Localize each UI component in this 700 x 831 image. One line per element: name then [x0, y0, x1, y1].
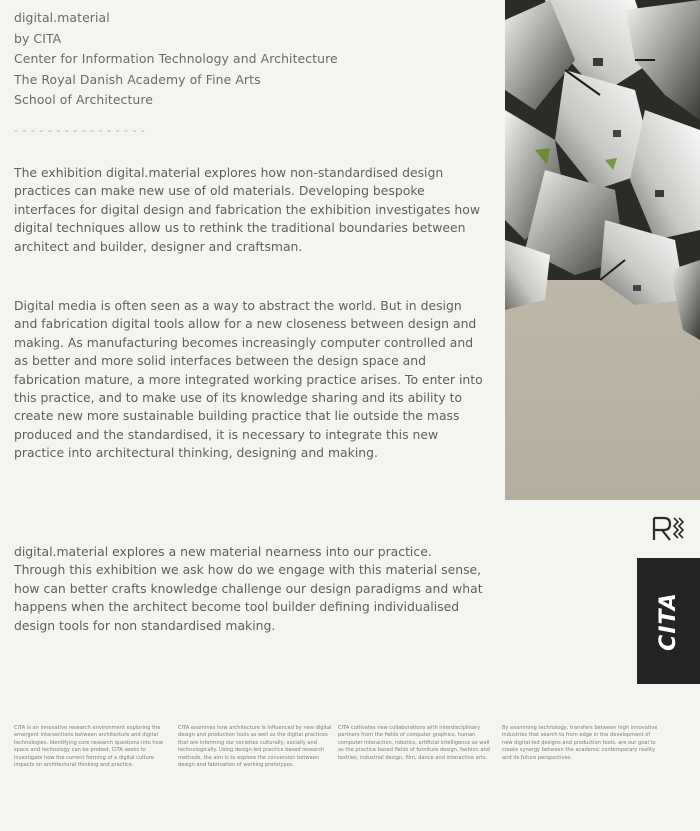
digital-media-paragraph	[14, 297, 486, 463]
academy-name: The Royal Danish Academy of Fine Arts	[14, 71, 261, 87]
nearness-paragraph	[14, 543, 486, 635]
royal-academy-logo-icon	[650, 514, 686, 544]
center-name: Center for Information Technology and Architecture	[14, 51, 338, 66]
school-name: School of Architecture	[14, 92, 154, 107]
footer-column-4: By examining technology, transfers between high innovative industries that search to from edge in the development of new digital-led designs and production tools, are our goal to create synergy between the academic contemporary reality and its future perspectives.	[502, 725, 658, 761]
cita-badge	[637, 558, 700, 684]
byline: by CITA	[14, 30, 62, 46]
footer-column-1: CITA is an innovative research environment exploring the emergent intersections between architecture and digital technologies. Identifying core research questions into how space and technology can be probed, CITA seeks to investigate how the current forming of a digital culture impacts on architectural thinking and practice.	[14, 725, 163, 769]
header-block	[14, 8, 484, 111]
footer-column-3: CITA cultivates new collaborations with interdisciplinary partners from the fields of computer graphics, human computer interaction, robotics, artificial intelligence as well as the practice based fields of furniture design, fashion and textiles, industrial design, film, dance and interactive arts.	[338, 725, 490, 761]
paragraph-text: digital.material explores a new material nearness into our practice. Through this exhibition we ask how do we engage with this material sense, how can better crafts knowledge challenge our design paradigms and what happens when the architect become tool builder defining individualised design tools for non standardised making.	[14, 544, 483, 633]
intro-paragraph	[14, 164, 486, 256]
divider: - - - - - - - - - - - - - - - -	[14, 124, 146, 137]
exhibition-title: digital.material	[14, 10, 110, 25]
cita-badge-label: CITA	[656, 591, 681, 651]
metallic-sculpture-image	[505, 0, 700, 500]
paragraph-text: Digital media is often seen as a way to abstract the world. But in design and fabrication digital tools allow for a new closeness between design and making. As manufacturing becomes increasingly computer controlled and as better and more solid interfaces between the design space and fabrication mature, a more integrated working practice arises. To enter into this practice, and to make use of its knowledge sharing and its ability to create new more sustainable building practice that lie outside the mass produced and the standardised, it is necessary to integrate this new practice into architectural thinking, designing and making.	[14, 298, 483, 461]
installation-photo	[505, 0, 700, 500]
paragraph-text: The exhibition digital.material explores how non-standardised design practices can make new use of old materials. Developing bespoke interfaces for digital design and fabrication the exhibition investigates how digital techniques allow us to rethink the traditional boundaries between architect and builder, designer and craftsman.	[14, 165, 481, 254]
footer-column-2: CITA examines how architecture is influenced by new digital design and production tools as well as the digital practices that are informing our societies culturally, socially and technologically. Using design-led practice based research methods, the aim is to explore the conversion between design and fabrication of working prototypes.	[178, 725, 332, 769]
